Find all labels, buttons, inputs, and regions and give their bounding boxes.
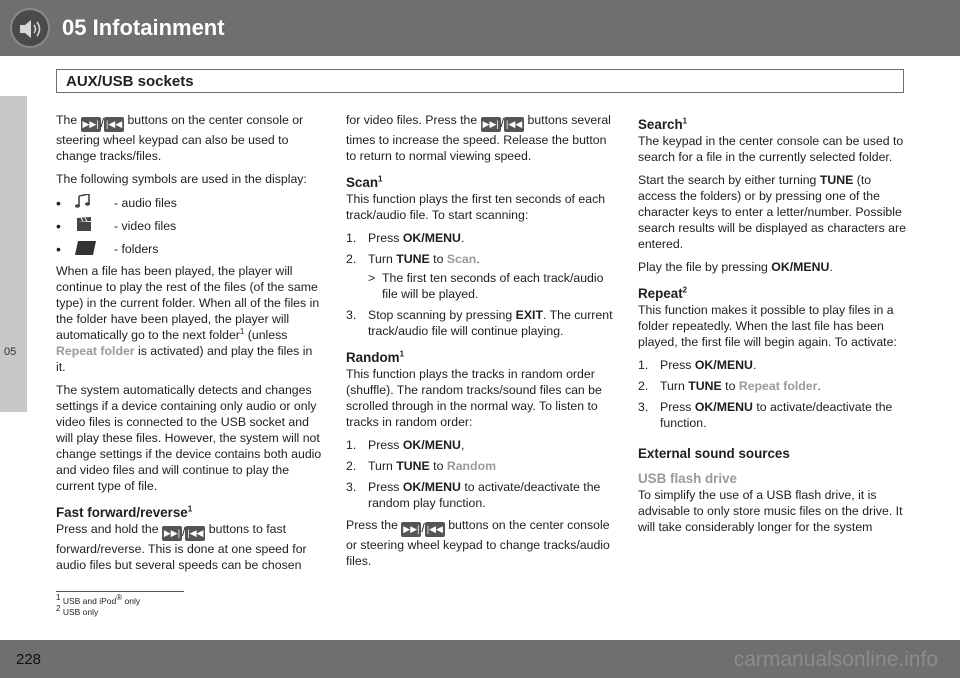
paragraph: To simplify the use of a USB flash drive, it is advisable to only store music files on the drive. It will take considerably longer for the system xyxy=(638,488,903,534)
section-title: AUX/USB sockets xyxy=(66,73,194,90)
heading-fast-forward: Fast forward/reverse$^1$ xyxy=(56,504,193,520)
footnote-divider xyxy=(56,591,184,592)
paragraph: Start the search by either turning TUNE (to access the folders) or by pressing one of the character keys to enter a letter/number. Possible search results will be displayed as characters are entered. xyxy=(638,173,906,251)
column-3 xyxy=(638,116,906,542)
skip-buttons-icon: ▶▶| / |◀◀ xyxy=(403,521,443,535)
chapter-side-tab xyxy=(0,96,27,412)
side-tab-number: 05 xyxy=(4,346,17,358)
heading-external-sources: External sound sources xyxy=(638,446,790,461)
heading-random: Random$^1$ xyxy=(346,349,405,365)
list-item: 3. Press OK/MENU to activate/deactivate the function. xyxy=(638,400,893,430)
column-1 xyxy=(56,112,324,580)
folder-icon xyxy=(74,239,114,259)
column-2 xyxy=(346,112,614,576)
header-bar xyxy=(0,0,960,56)
heading-repeat: Repeat$^2$ xyxy=(638,285,688,301)
list-item: 1. Press OK/MENU, xyxy=(346,438,465,452)
paragraph: Press the ▶▶| / |◀◀ buttons on the center console or steering wheel keypad to change tracks/audio files. xyxy=(346,518,610,568)
chapter-title: 05 Infotainment xyxy=(62,15,225,40)
step-result: > The first ten seconds of each track/audio file will be played. xyxy=(368,271,604,301)
skip-buttons-icon: ▶▶| / |◀◀ xyxy=(163,525,204,539)
paragraph: The keypad in the center console can be used to search for a file in the currently selected folder. xyxy=(638,134,904,164)
scan-steps xyxy=(346,230,614,339)
footnote-1: $^1$ USB and iPod® only xyxy=(56,593,141,606)
heading-usb-flash-drive: USB flash drive xyxy=(638,471,737,486)
paragraph: This function makes it possible to play files in a folder repeatedly. When the last file has been played, the first file will begin again. To activate: xyxy=(638,303,897,349)
music-note-icon xyxy=(74,194,114,212)
list-item: 2. Turn TUNE to Random xyxy=(346,459,497,473)
film-clapper-icon xyxy=(74,217,114,235)
paragraph: This function plays the first ten seconds of each track/audio file. To start scanning: xyxy=(346,192,606,222)
list-item: 1. Press OK/MENU. xyxy=(346,231,465,245)
speaker-icon xyxy=(10,8,50,48)
list-item: 3. Press OK/MENU to activate/deactivate the random play function. xyxy=(346,480,601,510)
paragraph: When a file has been played, the player will continue to play the rest of the files (of the same type) in the current folder. When all of the files in the folder have been played, the player will automatically go to the next folder$^1$ (unless Repeat folder is activated) and play the files in it. xyxy=(56,264,320,374)
paragraph: The ▶▶| / |◀◀ buttons on the center console or steering wheel keypad can also be used to change tracks/files. xyxy=(56,113,304,163)
heading-scan: Scan$^1$ xyxy=(346,174,383,190)
paragraph: Play the file by pressing OK/MENU. xyxy=(638,260,833,274)
list-item: • - video files xyxy=(56,217,177,234)
random-steps xyxy=(346,437,614,511)
section-header xyxy=(56,69,904,93)
paragraph: The system automatically detects and changes settings if a device containing only audio or only video files is connected to the USB socket and will play these files. However, the system will not change settings if the device contains both audio and video files and will continue to play the current type of file. xyxy=(56,383,322,493)
footer-bar xyxy=(0,640,960,678)
skip-buttons-icon: ▶▶| / |◀◀ xyxy=(82,116,123,130)
skip-buttons-icon: ▶▶| / |◀◀ xyxy=(482,116,523,130)
watermark: carmanualsonline.info xyxy=(733,648,938,671)
list-item: 1. Press OK/MENU. xyxy=(638,358,757,372)
list-item: 3. Stop scanning by pressing EXIT. The current track/audio file will continue playing. xyxy=(346,308,613,338)
heading-search: Search$^1$ xyxy=(638,116,688,132)
paragraph: for video files. Press the ▶▶| / |◀◀ buttons several times to increase the speed. Release the button to return to normal viewing speed. xyxy=(346,113,611,163)
list-item: • - audio files xyxy=(56,194,177,211)
repeat-steps xyxy=(638,357,906,431)
list-item: • - folders xyxy=(56,240,159,257)
page-number: 228 xyxy=(16,651,42,668)
paragraph: This function plays the tracks in random order (shuffle). The random tracks/sound files can be scrolled through in the normal way. To listen to tracks in random order: xyxy=(346,367,602,429)
list-item: 2. Turn TUNE to Repeat folder. xyxy=(638,379,821,393)
footnote-2: $^2$ USB only xyxy=(56,604,99,617)
paragraph: Press and hold the ▶▶| / |◀◀ buttons to fast forward/reverse. This is done at one speed for audio files but several speeds can be chosen xyxy=(56,522,307,572)
list-item: 2. Turn TUNE to Scan. xyxy=(346,252,480,266)
paragraph: The following symbols are used in the display: xyxy=(56,172,307,186)
